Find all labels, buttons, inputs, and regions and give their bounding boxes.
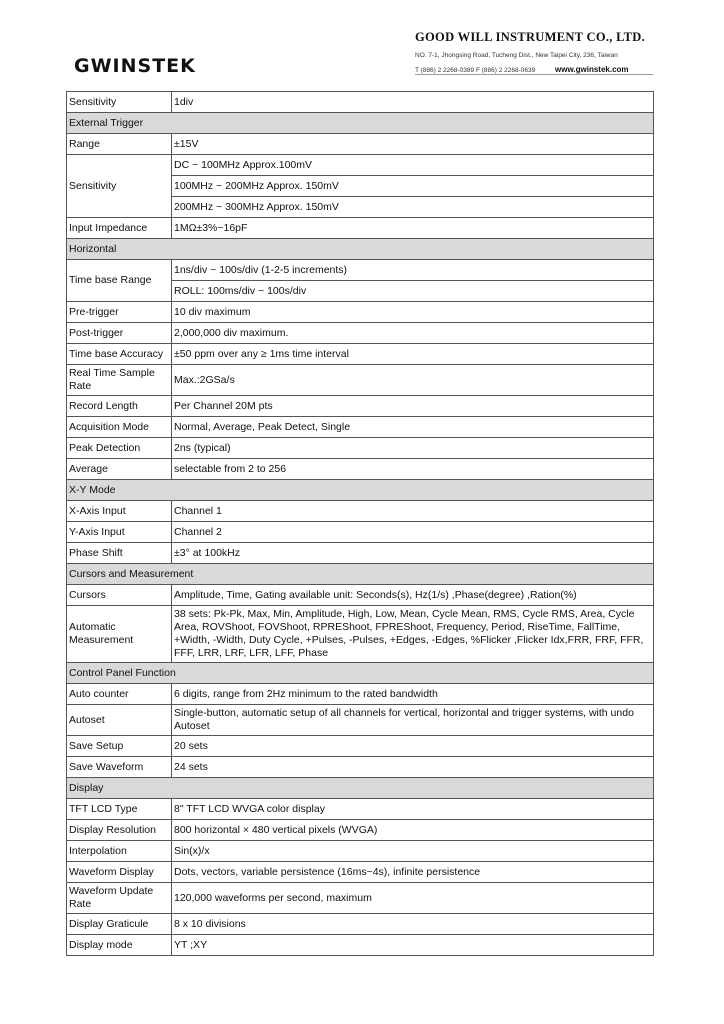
spec-key: Record Length (67, 396, 172, 417)
section-header (67, 663, 654, 684)
spec-key: X-Axis Input (67, 501, 172, 522)
spec-key: TFT LCD Type (67, 799, 172, 820)
table-row (67, 344, 654, 365)
spec-key: Interpolation (67, 841, 172, 862)
table-row (67, 684, 654, 705)
spec-value: 200MHz ~ 300MHz Approx. 150mV (172, 197, 654, 218)
spec-value: 1ns/div ~ 100s/div (1-2-5 increments) (172, 260, 654, 281)
table-row (67, 914, 654, 935)
spec-value: ±3° at 100kHz (172, 543, 654, 564)
spec-value: 1MΩ±3%~16pF (172, 218, 654, 239)
spec-key: Average (67, 459, 172, 480)
spec-key: Y-Axis Input (67, 522, 172, 543)
spec-key: Save Setup (67, 736, 172, 757)
table-row (67, 155, 654, 176)
spec-key: Save Waveform (67, 757, 172, 778)
spec-value: 1div (172, 92, 654, 113)
table-row (67, 365, 654, 396)
spec-key: Sensitivity (67, 155, 172, 218)
table-row (67, 438, 654, 459)
header-divider (415, 74, 653, 75)
section-title: Control Panel Function (67, 663, 654, 684)
table-row (67, 323, 654, 344)
spec-value: 800 horizontal × 480 vertical pixels (WVGA) (172, 820, 654, 841)
section-header (67, 564, 654, 585)
spec-value: 100MHz ~ 200MHz Approx. 150mV (172, 176, 654, 197)
spec-value: ±15V (172, 134, 654, 155)
spec-value: 38 sets: Pk-Pk, Max, Min, Amplitude, High, Low, Mean, Cycle Mean, RMS, Cycle RMS, Area, Cycle Area, ROVShoot, FOVShoot, RPREShoot, FPREShoot, Frequency, Period, RiseTime, FallTime, +Width, -Width, Duty Cycle, +Pulses, -Pulses, +Edges, -Edges, %Flicker ,Flicker Idx,FRR, FRF, FFR, FFF, LRR, LRF, LFR, LFF, Phase (172, 606, 654, 663)
table-row (67, 841, 654, 862)
spec-key: Real Time Sample Rate (67, 365, 172, 396)
spec-value: Per Channel 20M pts (172, 396, 654, 417)
spec-value: selectable from 2 to 256 (172, 459, 654, 480)
spec-key: Display Graticule (67, 914, 172, 935)
table-row (67, 501, 654, 522)
company-name: GOOD WILL INSTRUMENT CO., LTD. (415, 30, 646, 44)
spec-key: Autoset (67, 705, 172, 736)
table-row (67, 260, 654, 281)
company-info (415, 30, 655, 74)
spec-key: Pre-trigger (67, 302, 172, 323)
table-row (67, 736, 654, 757)
spec-key: Waveform Display (67, 862, 172, 883)
spec-value: 2ns (typical) (172, 438, 654, 459)
section-header (67, 778, 654, 799)
spec-key: Automatic Measurement (67, 606, 172, 663)
spec-key: Phase Shift (67, 543, 172, 564)
company-contact (415, 65, 655, 74)
spec-value: 2,000,000 div maximum. (172, 323, 654, 344)
section-header (67, 113, 654, 134)
spec-value: Normal, Average, Peak Detect, Single (172, 417, 654, 438)
table-row (67, 522, 654, 543)
spec-value: 8" TFT LCD WVGA color display (172, 799, 654, 820)
section-title: Horizontal (67, 239, 654, 260)
table-row (67, 302, 654, 323)
spec-table (66, 91, 654, 956)
spec-value: Single-button, automatic setup of all channels for vertical, horizontal and trigger systems, with undo Autoset (172, 705, 654, 736)
spec-key: Acquisition Mode (67, 417, 172, 438)
table-row (67, 862, 654, 883)
section-title: External Trigger (67, 113, 654, 134)
spec-value: 8 x 10 divisions (172, 914, 654, 935)
table-row (67, 820, 654, 841)
table-row (67, 799, 654, 820)
table-row (67, 883, 654, 914)
spec-value: Channel 2 (172, 522, 654, 543)
spec-value: ±50 ppm over any ≥ 1ms time interval (172, 344, 654, 365)
company-address: NO. 7-1, Jhongsing Road, Tucheng Dist., New Taipei City, 236, Taiwan (415, 52, 618, 59)
spec-value: 10 div maximum (172, 302, 654, 323)
table-row (67, 417, 654, 438)
table-row (67, 459, 654, 480)
spec-key: Range (67, 134, 172, 155)
spec-key: Display Resolution (67, 820, 172, 841)
spec-key: Waveform Update Rate (67, 883, 172, 914)
spec-key: Input Impedance (67, 218, 172, 239)
spec-key: Sensitivity (67, 92, 172, 113)
table-row (67, 218, 654, 239)
spec-value: Channel 1 (172, 501, 654, 522)
spec-value: ROLL: 100ms/div ~ 100s/div (172, 281, 654, 302)
section-title: Display (67, 778, 654, 799)
spec-key: Time base Accuracy (67, 344, 172, 365)
spec-key: Auto counter (67, 684, 172, 705)
table-row (67, 606, 654, 663)
table-row (67, 705, 654, 736)
spec-key: Cursors (67, 585, 172, 606)
phone-fax: T (886) 2 2268-0389 F (886) 2 2268-0639 (415, 67, 536, 74)
spec-key: Display mode (67, 935, 172, 956)
table-row (67, 585, 654, 606)
spec-key: Post-trigger (67, 323, 172, 344)
spec-value: 6 digits, range from 2Hz minimum to the rated bandwidth (172, 684, 654, 705)
section-header (67, 480, 654, 501)
table-row (67, 543, 654, 564)
spec-value: Max.:2GSa/s (172, 365, 654, 396)
table-row (67, 935, 654, 956)
spec-value: 120,000 waveforms per second, maximum (172, 883, 654, 914)
spec-value: Sin(x)/x (172, 841, 654, 862)
section-header (67, 239, 654, 260)
spec-value: Amplitude, Time, Gating available unit: Seconds(s), Hz(1/s) ,Phase(degree) ,Ration(%) (172, 585, 654, 606)
spec-value: 20 sets (172, 736, 654, 757)
spec-value: DC ~ 100MHz Approx.100mV (172, 155, 654, 176)
company-logo: GWINSTEK (74, 55, 196, 77)
table-row (67, 92, 654, 113)
spec-value: YT ;XY (172, 935, 654, 956)
spec-value: Dots, vectors, variable persistence (16ms~4s), infinite persistence (172, 862, 654, 883)
section-title: Cursors and Measurement (67, 564, 654, 585)
spec-key: Peak Detection (67, 438, 172, 459)
table-row (67, 757, 654, 778)
table-row (67, 134, 654, 155)
spec-value: 24 sets (172, 757, 654, 778)
table-row (67, 396, 654, 417)
spec-key: Time base Range (67, 260, 172, 302)
section-title: X-Y Mode (67, 480, 654, 501)
website-link[interactable]: www.gwinstek.com (555, 65, 629, 74)
